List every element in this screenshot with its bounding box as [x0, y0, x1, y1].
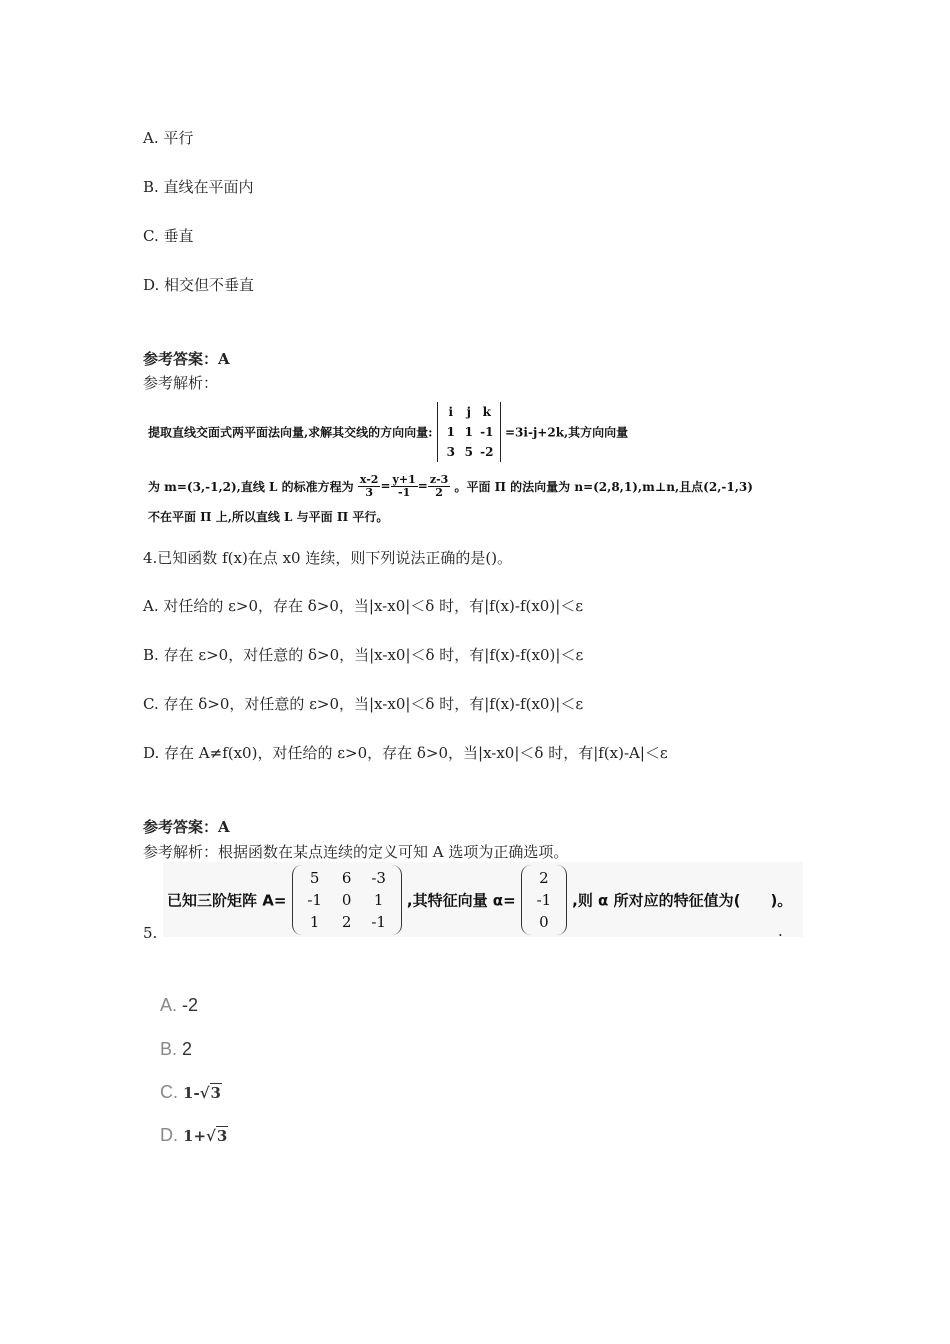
- vector-cell: 2: [539, 869, 549, 887]
- matrix-cell: -3: [371, 869, 386, 887]
- fig-line3: 不在平面 Π 上,所以直线 L 与平面 Π 平行。: [148, 510, 389, 524]
- q3-option-b: B. 直线在平面内: [143, 178, 254, 196]
- matrix-cell: 1: [309, 913, 320, 931]
- choice-label: D.: [160, 1125, 178, 1145]
- det-cell: 1: [446, 425, 455, 439]
- matrix-a: [292, 865, 402, 935]
- q5-number: 5.: [143, 924, 158, 942]
- frac-num: x-2: [359, 473, 379, 486]
- q4-option-a: A. 对任给的 ε>0，存在 δ>0，当|x-x0|＜δ 时，有|f(x)-f(x0)|＜ε: [143, 597, 584, 615]
- choice-label: B.: [160, 1039, 178, 1059]
- det-cell: 3: [446, 445, 455, 459]
- sqrt-icon: √: [199, 1084, 210, 1102]
- q3-option-d: D. 相交但不垂直: [143, 276, 255, 294]
- q3-answer: 参考答案：A: [143, 350, 230, 368]
- q5-choice-b[interactable]: [160, 1039, 192, 1060]
- q5-choice-c[interactable]: [160, 1082, 222, 1103]
- fraction-3: [428, 474, 450, 499]
- fig-line1-suffix: =3i-j+2k,其方向向量: [505, 425, 629, 440]
- q5-suffix: ,则 α 所对应的特征值为( )。: [572, 891, 793, 910]
- fig-line2-a: 为 m=(3,-1,2),直线 L 的标准方程为: [148, 480, 354, 494]
- vector-cell: 0: [539, 913, 549, 931]
- matrix-cell: 6: [341, 869, 352, 887]
- frac-den: 3: [365, 486, 373, 499]
- fraction-1: [358, 474, 381, 499]
- choice-value-pre: 1+: [183, 1127, 207, 1145]
- q3-option-a: A. 平行: [143, 129, 194, 147]
- choice-value: 2: [182, 1039, 193, 1059]
- q4-option-b: B. 存在 ε>0，对任意的 δ>0，当|x-x0|＜δ 时，有|f(x)-f(x0)|＜ε: [143, 646, 584, 664]
- q4-answer: 参考答案：A: [143, 818, 230, 836]
- fraction-2: [391, 474, 418, 499]
- det-cell: j: [466, 405, 471, 419]
- choice-value: -2: [182, 995, 199, 1015]
- determinant-matrix: [437, 402, 501, 462]
- det-cell: i: [448, 405, 454, 419]
- fig-line1-prefix: 提取直线交面式两平面法向量,求解其交线的方向向量:: [148, 425, 433, 440]
- matrix-cell: 2: [341, 913, 352, 931]
- choice-value-radicand: 3: [216, 1127, 228, 1145]
- vector-alpha: [521, 865, 567, 935]
- q4-option-c: C. 存在 δ>0，对任意的 ε>0，当|x-x0|＜δ 时，有|f(x)-f(x0)|＜ε: [143, 695, 584, 713]
- matrix-cell: 0: [341, 891, 352, 909]
- det-cell: -1: [480, 425, 494, 439]
- matrix-cell: 5: [309, 869, 320, 887]
- q5-choice-a[interactable]: [160, 995, 198, 1016]
- q5-middle: ,其特征向量 α=: [406, 891, 516, 910]
- q3-option-c: C. 垂直: [143, 227, 194, 245]
- fig-line2-b: 。平面 Π 的法向量为 n=(2,8,1),m⊥n,且点(2,-1,3): [454, 480, 753, 494]
- det-cell: 5: [464, 445, 473, 459]
- choice-value-pre: 1-: [183, 1084, 200, 1102]
- choice-label: C.: [160, 1082, 178, 1102]
- det-cell: 1: [464, 425, 473, 439]
- matrix-cell: -1: [307, 891, 322, 909]
- choice-value-radicand: 3: [210, 1084, 221, 1102]
- frac-num: z-3: [429, 473, 449, 486]
- matrix-cell: -1: [371, 913, 386, 931]
- q3-analysis-figure: 提取直线交面式两平面法向量,求解其交线的方向向量: i j k 1 1 -1 3 5 -2 =3i-j+2k,其方向向量 为 m=(3,-1,2),直线 L 的标准方程为 $\frac{x-2}{3}$ = $\frac{y+1}{-1}$ = $\frac{z-3}{2}$ 。平面 Π 的法向量为 n=(2,8,1),m⊥n,且点(2,-1,3) 不在平面 Π 上,所以直线 L 与平面 Π 平行。: [148, 402, 808, 528]
- frac-num: y+1: [392, 473, 416, 486]
- matrix-cell: 1: [373, 891, 384, 909]
- vector-cell: -1: [536, 891, 552, 909]
- det-cell: -2: [480, 445, 494, 459]
- q4-option-d: D. 存在 A≠f(x0)，对任给的 ε>0，存在 δ>0，当|x-x0|＜δ 时，有|f(x)-A|＜ε: [143, 744, 668, 762]
- det-cell: k: [482, 405, 491, 419]
- q5-choice-d[interactable]: [160, 1125, 228, 1146]
- q5-question-figure: [163, 862, 803, 937]
- q4-question: 4.已知函数 f(x)在点 x0 连续，则下列说法正确的是()。: [143, 549, 513, 567]
- q5-prefix: 已知三阶矩阵 A=: [167, 891, 287, 910]
- frac-den: 2: [435, 486, 443, 499]
- sqrt-icon: √: [206, 1127, 216, 1145]
- frac-den: -1: [398, 486, 411, 499]
- q3-analysis-label: 参考解析：: [143, 374, 219, 392]
- choice-label: A.: [160, 995, 178, 1015]
- q4-analysis: 参考解析：根据函数在某点连续的定义可知 A 选项为正确选项。: [143, 843, 569, 861]
- q5-trailing-dot: .: [778, 922, 783, 940]
